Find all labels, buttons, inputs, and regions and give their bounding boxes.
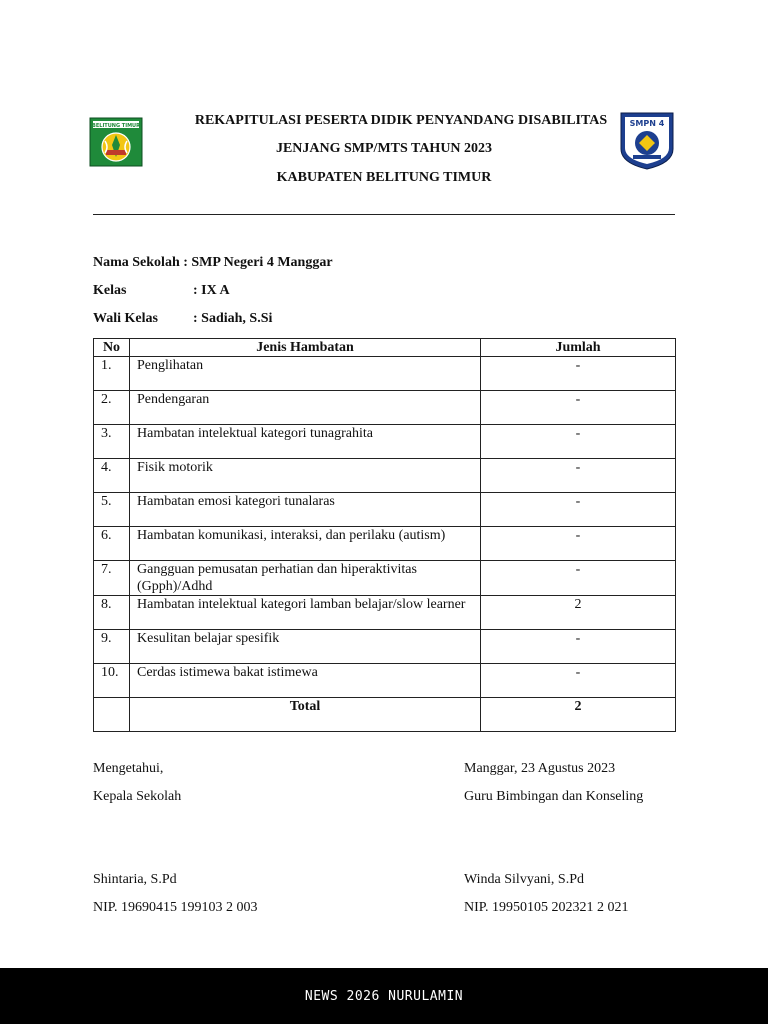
class-info — [93, 283, 230, 299]
teacher-value: : Sadiah, S.Si — [193, 311, 273, 326]
principal-nip: NIP. 19690415 199103 2 003 — [93, 900, 258, 915]
class-label: Kelas — [93, 283, 127, 298]
row-jumlah: - — [481, 459, 676, 493]
row-no: 1. — [94, 357, 130, 391]
row-jumlah: - — [481, 493, 676, 527]
table-row — [94, 357, 676, 391]
table-row — [94, 664, 676, 698]
row-jumlah: - — [481, 391, 676, 425]
row-no: 10. — [94, 664, 130, 698]
table-row — [94, 391, 676, 425]
row-jumlah: - — [481, 561, 676, 596]
class-value: : IX A — [193, 283, 230, 298]
logo-caption: BELITUNG TIMUR — [92, 122, 140, 129]
row-jenis: Hambatan intelektual kategori lamban belajar/slow learner — [130, 596, 481, 630]
teacher-label: Wali Kelas — [93, 311, 158, 326]
row-jenis: Hambatan intelektual kategori tunagrahita — [130, 425, 481, 459]
total-value: 2 — [481, 698, 676, 732]
footer-text: NEWS 2026 NURULAMIN — [304, 989, 464, 1004]
row-jenis: Hambatan emosi kategori tunalaras — [130, 493, 481, 527]
row-jumlah: - — [481, 527, 676, 561]
title-line-3: KABUPATEN BELITUNG TIMUR — [276, 170, 492, 185]
row-no: 4. — [94, 459, 130, 493]
principal-title: Kepala Sekolah — [93, 789, 182, 804]
header-divider — [93, 214, 675, 215]
table-row — [94, 493, 676, 527]
row-no: 7. — [94, 561, 130, 596]
table-row — [94, 596, 676, 630]
logo-caption: SMPN 4 — [629, 119, 665, 128]
footer-bar — [0, 968, 768, 1024]
row-jenis: Gangguan pemusatan perhatian dan hiperaktivitas (Gpph)/Adhd — [130, 561, 481, 596]
table-row — [94, 630, 676, 664]
row-no: 2. — [94, 391, 130, 425]
table-total-row — [94, 698, 676, 732]
row-no: 3. — [94, 425, 130, 459]
counselor-nip: NIP. 19950105 202321 2 021 — [464, 900, 629, 915]
row-jumlah: - — [481, 664, 676, 698]
table-row — [94, 527, 676, 561]
title-line-1: REKAPITULASI PESERTA DIDIK PENYANDANG DISABILITAS — [194, 113, 608, 128]
teacher-info — [93, 311, 272, 327]
row-no: 5. — [94, 493, 130, 527]
school-info — [93, 255, 333, 271]
disability-table — [93, 338, 676, 732]
row-jumlah: - — [481, 425, 676, 459]
total-empty-cell — [94, 698, 130, 732]
row-no: 8. — [94, 596, 130, 630]
header-jumlah: Jumlah — [481, 339, 676, 357]
title-line-2: JENJANG SMP/MTS TAHUN 2023 — [275, 141, 493, 156]
place-date: Manggar, 23 Agustus 2023 — [464, 761, 616, 776]
table-row — [94, 561, 676, 596]
row-jenis: Kesulitan belajar spesifik — [130, 630, 481, 664]
header-jenis: Jenis Hambatan — [130, 339, 481, 357]
table-row — [94, 425, 676, 459]
acknowledged-label: Mengetahui, — [93, 761, 164, 776]
counselor-title: Guru Bimbingan dan Konseling — [464, 789, 644, 804]
school-label: Nama Sekolah — [93, 255, 180, 270]
school-value: : SMP Negeri 4 Manggar — [183, 255, 333, 270]
row-jenis: Hambatan komunikasi, interaksi, dan perilaku (autism) — [130, 527, 481, 561]
row-no: 6. — [94, 527, 130, 561]
table-header-row — [94, 339, 676, 357]
header-no: No — [94, 339, 130, 357]
row-jenis: Pendengaran — [130, 391, 481, 425]
counselor-name: Winda Silvyani, S.Pd — [464, 872, 584, 887]
total-label: Total — [130, 698, 481, 732]
row-jumlah: - — [481, 357, 676, 391]
principal-name: Shintaria, S.Pd — [93, 872, 177, 887]
row-jenis: Fisik motorik — [130, 459, 481, 493]
row-no: 9. — [94, 630, 130, 664]
table-row — [94, 459, 676, 493]
row-jumlah: - — [481, 630, 676, 664]
row-jumlah: 2 — [481, 596, 676, 630]
row-jenis: Cerdas istimewa bakat istimewa — [130, 664, 481, 698]
row-jenis: Penglihatan — [130, 357, 481, 391]
